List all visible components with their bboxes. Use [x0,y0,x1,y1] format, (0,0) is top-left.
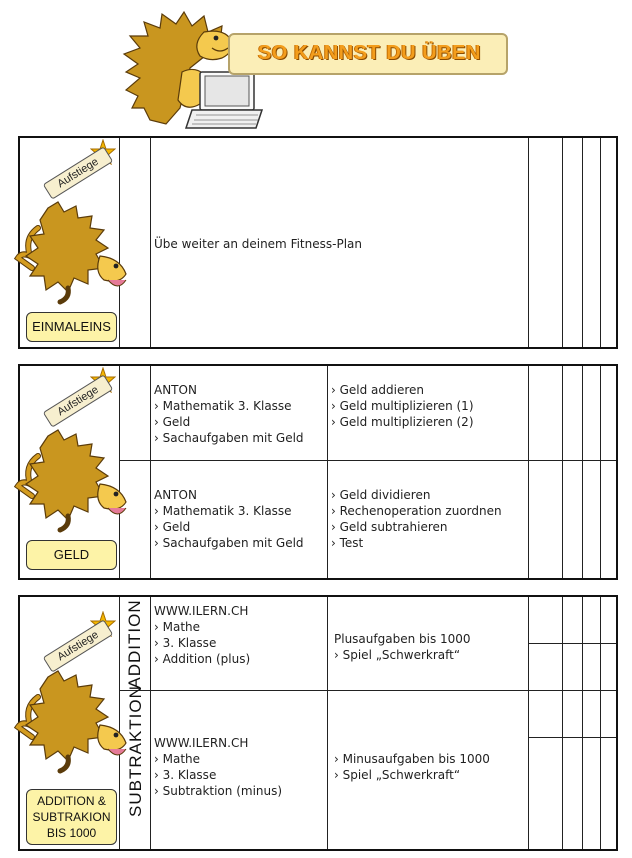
fitness-plan-text: Übe weiter an deinem Fitness-Plan [154,237,362,251]
source-line: › Sachaufgaben mit Geld [154,431,304,445]
topic-line: SUBTRAKION [32,810,111,824]
task-line: › Test [331,536,364,550]
source-line: › Subtraktion (minus) [154,784,283,798]
aufstiege-badge: Aufstiege [43,619,114,672]
task-list [334,631,471,663]
task-line: › Spiel „Schwerkraft“ [334,648,461,662]
aufstiege-badge: Aufstiege [43,374,114,427]
source-list [154,487,304,551]
source-line: › Mathe [154,752,201,766]
topic-line: ADDITION & [37,794,106,808]
topic-label-addition-subtraktion [26,789,117,845]
side-label-subtraktion: SUBTRAKTION [126,685,145,817]
task-line: › Geld multiplizieren (2) [331,415,474,429]
hedgehog-handstand-icon [8,416,133,541]
section-addition-subtraktion [18,595,618,851]
source-line: › Mathematik 3. Klasse [154,399,292,413]
task-line: › Geld addieren [331,383,425,397]
aufstiege-badge: Aufstiege [43,146,114,199]
header [120,8,520,132]
source-line: ANTON [154,383,197,397]
source-line: › Geld [154,520,191,534]
source-line: ANTON [154,488,197,502]
task-list [331,382,474,430]
source-line: › Sachaufgaben mit Geld [154,536,304,550]
task-list [331,487,502,551]
task-line: Plusaufgaben bis 1000 [334,632,471,646]
page-title: SO KANNST DU ÜBEN [258,42,481,64]
source-list [154,735,282,799]
task-line: › Rechenoperation zuordnen [331,504,502,518]
section-einmaleins [18,136,618,349]
topic-line: BIS 1000 [46,826,97,840]
hedgehog-handstand-icon [8,188,133,313]
source-line: › Addition (plus) [154,652,251,666]
hedgehog-handstand-icon [8,657,133,782]
task-line: › Geld subtrahieren [331,520,448,534]
task-line: › Geld dividieren [331,488,431,502]
task-line: › Spiel „Schwerkraft“ [334,768,461,782]
topic-label-einmaleins: EINMALEINS [26,312,117,342]
source-line: WWW.ILERN.CH [154,736,249,750]
task-line: › Minusaufgaben bis 1000 [334,752,490,766]
source-list [154,603,250,667]
source-line: › 3. Klasse [154,636,217,650]
task-list [334,751,490,783]
topic-label-geld: GELD [26,540,117,570]
title-banner [228,33,508,75]
source-line: › Mathe [154,620,201,634]
source-line: › Geld [154,415,191,429]
section-geld [18,364,618,580]
source-line: › Mathematik 3. Klasse [154,504,292,518]
task-line: › Geld multiplizieren (1) [331,399,474,413]
source-list [154,382,304,446]
side-label-addition: ADDITION [125,599,144,689]
source-line: › 3. Klasse [154,768,217,782]
source-line: WWW.ILERN.CH [154,604,249,618]
